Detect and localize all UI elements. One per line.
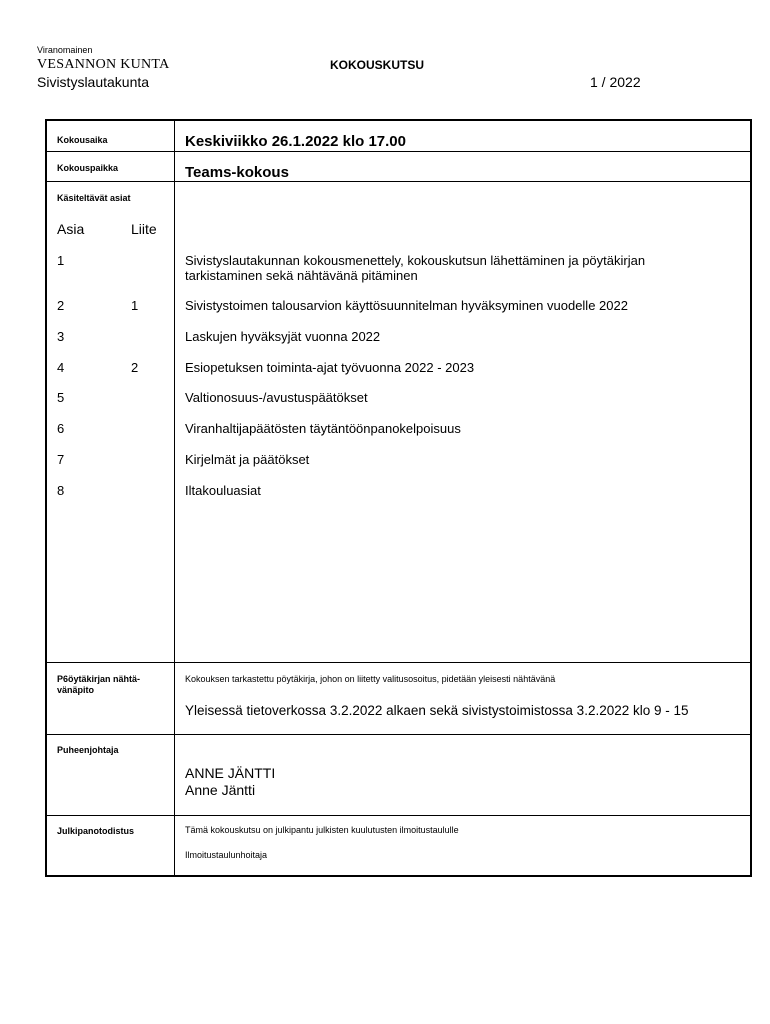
meeting-place-value: Teams-kokous (185, 164, 289, 181)
agenda-number: 4 (57, 360, 65, 375)
agenda-attachment: 2 (131, 360, 139, 375)
agenda-number: 5 (57, 390, 65, 405)
chair-name: Anne Jäntti (185, 782, 256, 798)
authority-label: Viranomainen (37, 45, 93, 55)
row-divider (47, 181, 750, 182)
notice-text: Tämä kokouskutsu on julkipantu julkisten kuulutusten ilmoitustaululle (185, 825, 459, 835)
agenda-text: Laskujen hyväksyjät vuonna 2022 (185, 329, 381, 344)
row-divider (47, 734, 750, 735)
notice-signer: Ilmoitustaulunhoitaja (185, 850, 268, 860)
notice-label: Julkipanotodistus (57, 826, 135, 836)
document-title: KOKOUSKUTSU (330, 58, 425, 72)
meeting-table (45, 119, 752, 877)
organization-name: VESANNON KUNTA (37, 57, 170, 72)
row-divider (47, 151, 750, 152)
meeting-place-label: Kokouspaikka (57, 163, 119, 173)
topics-label: Käsiteltävät asiat (57, 193, 131, 203)
agenda-number: 8 (57, 483, 65, 498)
minutes-value: Yleisessä tietoverkossa 3.2.2022 alkaen sekä sivistystoimistossa 3.2.2022 klo 9 - 15 (185, 703, 689, 718)
minutes-note: Kokouksen tarkastettu pöytäkirja, johon on liitetty valitusosoitus, pidetään yleisesti nähtävänä (185, 674, 556, 684)
agenda-number: 3 (57, 329, 65, 344)
agenda-text: Viranhaltijapäätösten täytäntöönpanokelpoisuus (185, 421, 461, 436)
meeting-time-label: Kokousaika (57, 135, 108, 145)
column-divider (174, 121, 175, 875)
chair-name-caps: ANNE JÄNTTI (185, 765, 276, 781)
agenda-number: 1 (57, 253, 65, 268)
document-number: 1 / 2022 (590, 74, 641, 90)
agenda-text: Sivistyslautakunnan kokousmenettely, kokouskutsun lähettäminen ja pöytäkirjan tarkistaminen sekä nähtävänä pitäminen (185, 253, 646, 283)
column-header-attachment: Liite (131, 221, 157, 237)
row-divider (47, 815, 750, 816)
agenda-text: Iltakouluasiat (185, 483, 261, 498)
agenda-text: Valtionosuus-/avustuspäätökset (185, 390, 368, 405)
chair-label: Puheenjohtaja (57, 745, 119, 755)
minutes-label: P6öytäkirjan nähtä-vänäpito (57, 674, 141, 695)
column-header-item: Asia (57, 221, 85, 237)
agenda-number: 7 (57, 452, 65, 467)
agenda-number: 2 (57, 298, 65, 313)
agenda-text: Esiopetuksen toiminta-ajat työvuonna 2022 - 2023 (185, 360, 475, 375)
department-name: Sivistyslautakunta (37, 74, 150, 90)
row-divider (47, 662, 750, 663)
agenda-attachment: 1 (131, 298, 139, 313)
agenda-number: 6 (57, 421, 65, 436)
agenda-text: Kirjelmät ja päätökset (185, 452, 310, 467)
meeting-time-value: Keskiviikko 26.1.2022 klo 17.00 (185, 133, 406, 150)
agenda-text: Sivistystoimen talousarvion käyttösuunnitelman hyväksyminen vuodelle 2022 (185, 298, 628, 313)
